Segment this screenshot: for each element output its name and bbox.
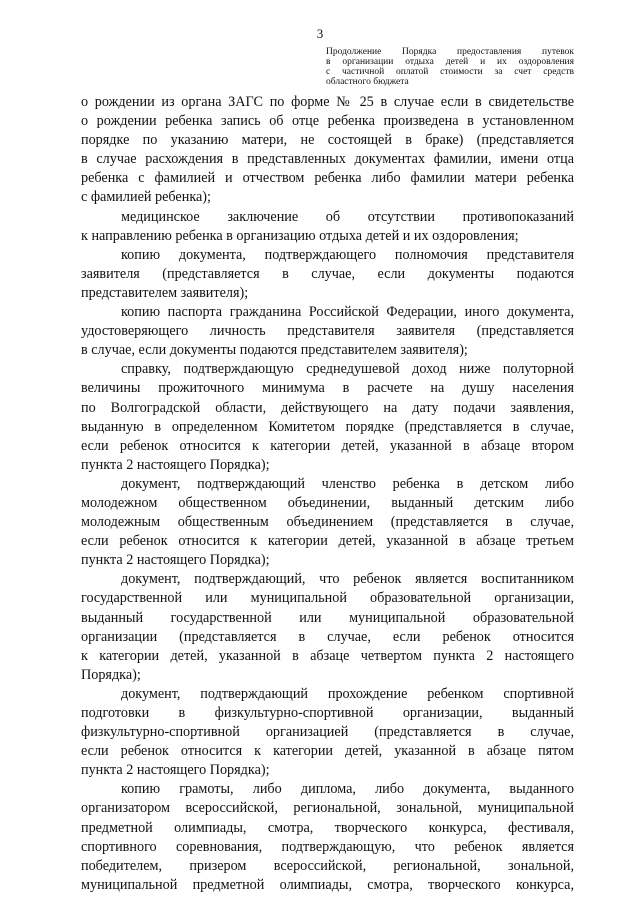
text-line: в случае расхождения в представленных документах фамилии, имени отца xyxy=(81,151,574,168)
text-line: к направлению ребенка в организацию отдыха детей и их оздоровления; xyxy=(81,227,519,244)
text-line: организации (представляется в случае, если ребенок относится xyxy=(81,628,574,645)
header-note-line: с частичной оплатой стоимости за счет средств xyxy=(326,67,574,77)
text-line: копию паспорта гражданина Российской Федерации, иного документа, xyxy=(121,304,574,321)
text-line: молодежным общественным объединением (представляется в случае, xyxy=(81,514,574,531)
text-line: копию грамоты, либо диплома, либо документа, выданного xyxy=(121,781,574,798)
text-line: государственной или муниципальной образовательной организации, xyxy=(81,590,574,607)
text-line: справку, подтверждающую среднедушевой доход ниже полуторной xyxy=(121,361,574,378)
text-line: документ, подтверждающий, что ребенок является воспитанником xyxy=(121,571,574,588)
header-note-line: областного бюджета xyxy=(326,77,409,87)
text-line: если ребенок относится к категории детей, указанной в абзаце втором xyxy=(81,437,574,454)
text-line: если ребенок относится к категории детей, указанной в абзаце третьем xyxy=(81,533,574,550)
text-line: организатором всероссийской, региональной, зональной, муниципальной xyxy=(81,800,574,817)
header-note-line: Продолжение Порядка предоставления путевок xyxy=(326,47,574,57)
text-line: в случае, если документы подаются представителем заявителя); xyxy=(81,342,468,359)
text-line: ребенка с фамилией и отчеством ребенка либо фамилии матери ребенка xyxy=(81,170,574,187)
text-line: выданную в определенном Комитетом порядке (представляется в случае, xyxy=(81,418,574,435)
text-line: копию документа, подтверждающего полномочия представителя xyxy=(121,246,574,263)
text-line: заявителя (представляется в случае, если документы подаются xyxy=(81,265,574,282)
header-note xyxy=(326,47,574,87)
text-line: представителем заявителя); xyxy=(81,284,249,301)
page-number: 3 xyxy=(316,26,324,41)
text-line: победителем, призером всероссийской, региональной, зональной, xyxy=(81,857,574,874)
text-line: документ, подтверждающий членство ребенка в детском либо xyxy=(121,475,574,492)
document-body xyxy=(81,93,574,895)
text-line: по Волгоградской области, действующего на дату подачи заявления, xyxy=(81,399,574,416)
text-line: молодежном общественном объединении, выданный детским либо xyxy=(81,494,574,511)
text-line: муниципальной предметной олимпиады, смотра, творческого конкурса, xyxy=(81,876,574,893)
text-line: с фамилией ребенка); xyxy=(81,189,211,206)
text-line: если ребенок относится к категории детей, указанной в абзаце пятом xyxy=(81,743,574,760)
text-line: величины прожиточного минимума в расчете на душу населения xyxy=(81,380,574,397)
text-line: о рождении ребенка запись об отце ребенка произведена в установленном xyxy=(81,113,574,130)
text-line: Порядка); xyxy=(81,666,141,683)
text-line: удостоверяющего личность представителя заявителя (представляется xyxy=(81,323,574,340)
text-line: пункта 2 настоящего Порядка); xyxy=(81,456,270,473)
text-line: медицинское заключение об отсутствии противопоказаний xyxy=(121,208,574,225)
text-line: документ, подтверждающий прохождение ребенком спортивной xyxy=(121,685,574,702)
text-line: физкультурно-спортивной организацией (представляется в случае, xyxy=(81,724,574,741)
text-line: пункта 2 настоящего Порядка); xyxy=(81,552,270,569)
header-note-line: в организации отдыха детей и их оздоровления xyxy=(326,57,574,67)
text-line: о рождении из органа ЗАГС по форме № 25 в случае если в свидетельстве xyxy=(81,94,574,110)
text-line: подготовки в физкультурно-спортивной организации, выданный xyxy=(81,705,574,721)
text-line: спортивного соревнования, подтверждающую, что ребенок является xyxy=(81,838,574,855)
text-line: к категории детей, указанной в абзаце четвертом пункта 2 настоящего xyxy=(81,647,574,664)
text-line: предметной олимпиады, смотра, творческого конкурса, фестиваля, xyxy=(81,819,574,836)
text-line: пункта 2 настоящего Порядка); xyxy=(81,762,270,779)
text-line: выданный государственной или муниципальной образовательной xyxy=(81,609,574,626)
text-line: порядке по указанию матери, не состоящей в браке) (представляется xyxy=(81,132,574,149)
